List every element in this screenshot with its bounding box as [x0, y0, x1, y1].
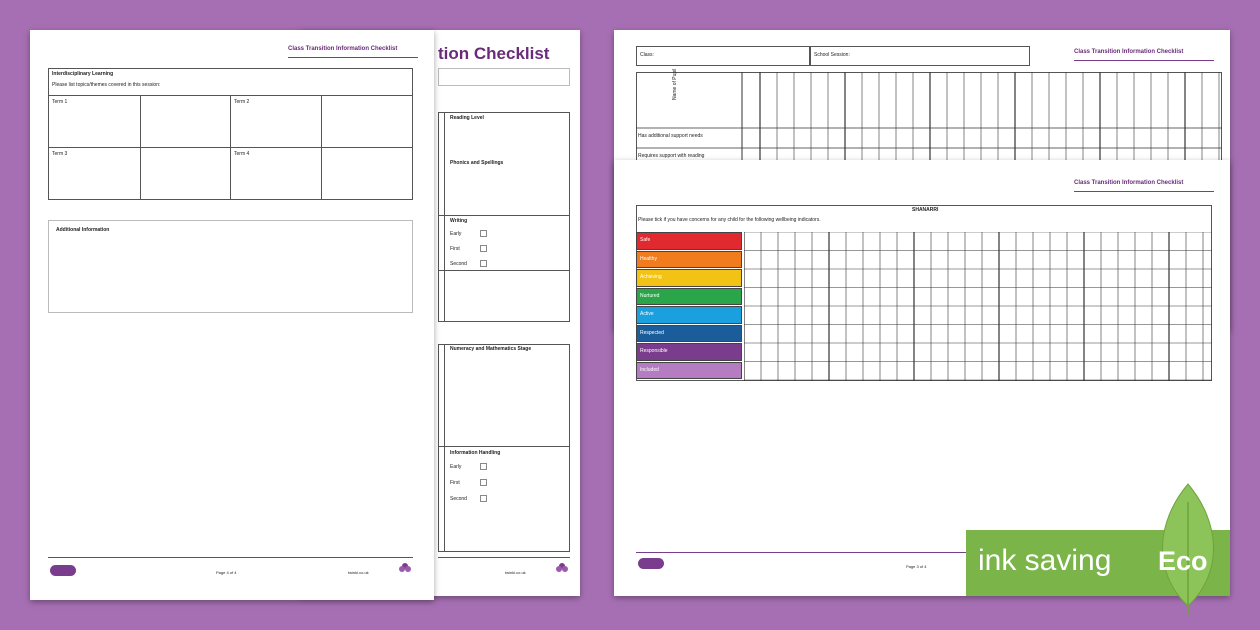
idl-subtitle: Please list topics/themes covered in this session:	[52, 82, 161, 88]
back-page-title: tion Checklist	[438, 44, 550, 63]
name-of-pupil-label: Name of Pupil	[672, 68, 678, 100]
indicator-nurtured	[636, 288, 742, 306]
twinkl-logo-icon	[50, 565, 76, 576]
right-back-header: Class Transition Information Checklist	[1074, 49, 1184, 55]
writing-second-checkbox[interactable]	[480, 260, 487, 267]
class-label: Class:	[640, 52, 654, 58]
shanarri-instruction: Please tick if you have concerns for any child for the following wellbeing indicators.	[638, 217, 821, 223]
indicator-label: Nurtured	[640, 292, 660, 299]
writing-first-label: First	[450, 246, 460, 252]
numeracy-box	[438, 344, 570, 552]
right-front-header-line	[1074, 191, 1214, 192]
numeracy-label: Numeracy and Mathematics Stage	[450, 346, 532, 352]
idl-title: Interdisciplinary Learning	[52, 71, 114, 77]
info-second-label: Second	[450, 496, 467, 502]
writing-first-checkbox[interactable]	[480, 245, 487, 252]
indicator-included	[636, 362, 742, 380]
writing-label: Writing	[450, 218, 468, 224]
left-page	[30, 30, 434, 600]
left-footer-line	[48, 557, 413, 558]
pupil-grid-lines	[636, 72, 1222, 164]
back-footer-line	[438, 557, 570, 558]
indicator-respected	[636, 325, 742, 343]
writing-second-label: Second	[450, 261, 467, 267]
left-page-header: Class Transition Information Checklist	[288, 46, 398, 52]
left-header-line	[288, 57, 418, 58]
twinkl-flower-icon	[555, 562, 569, 574]
info-first-checkbox[interactable]	[480, 479, 487, 486]
indicator-label: Responsible	[640, 348, 668, 354]
term-2-label: Term 2	[234, 99, 250, 105]
ink-saving-text: ink saving	[978, 544, 1112, 577]
shanarri-grid-lines	[744, 232, 1212, 381]
numeracy-divider	[444, 344, 445, 552]
twinkl-flower-icon	[398, 562, 412, 574]
info-early-checkbox[interactable]	[480, 463, 487, 470]
left-footer-site: twinkl.co.uk	[348, 570, 369, 575]
term-4-label: Term 4	[234, 151, 250, 157]
twinkl-logo-icon	[638, 558, 664, 569]
literacy-divider	[444, 112, 445, 322]
writing-early-label: Early	[450, 231, 462, 237]
literacy-box	[438, 112, 570, 322]
indicator-label: Active	[640, 311, 654, 317]
additional-info-label: Additional Information	[56, 227, 110, 233]
right-footer-page: Page 3 of 4	[906, 564, 927, 569]
right-back-header-line	[1074, 60, 1214, 61]
indicator-safe	[636, 232, 742, 250]
back-footer-site: twinkl.co.uk	[505, 570, 526, 575]
phonics-label: Phonics and Spellings	[450, 160, 504, 166]
indicator-label: Included	[640, 366, 659, 373]
info-early-label: Early	[450, 464, 462, 470]
info-handling-label: Information Handling	[450, 450, 501, 456]
info-second-checkbox[interactable]	[480, 495, 487, 502]
back-title-bar	[438, 68, 570, 86]
reading-level-label: Reading Level	[450, 115, 484, 121]
additional-info-box	[48, 220, 413, 313]
term-3-label: Term 3	[52, 151, 68, 157]
indicator-label: Achieving	[640, 274, 662, 280]
session-label: School Session:	[814, 52, 850, 58]
info-first-label: First	[450, 480, 460, 486]
shanarri-title: SHANARRI	[912, 207, 939, 213]
class-field	[636, 46, 810, 66]
indicator-label: Respected	[640, 329, 664, 336]
indicator-responsible	[636, 343, 742, 361]
writing-early-checkbox[interactable]	[480, 230, 487, 237]
left-footer-page: Page 4 of 4	[216, 570, 237, 575]
indicator-achieving	[636, 269, 742, 287]
indicator-active	[636, 306, 742, 324]
eco-label: Eco	[1158, 546, 1208, 576]
indicator-healthy	[636, 251, 742, 269]
reading-support-row: Requires support with reading	[638, 153, 705, 159]
term-1-label: Term 1	[52, 99, 68, 105]
right-front-header: Class Transition Information Checklist	[1074, 180, 1184, 186]
indicator-label: Healthy	[640, 255, 657, 262]
indicator-label: Safe	[640, 237, 651, 243]
support-needs-row: Has additional support needs	[638, 133, 703, 139]
